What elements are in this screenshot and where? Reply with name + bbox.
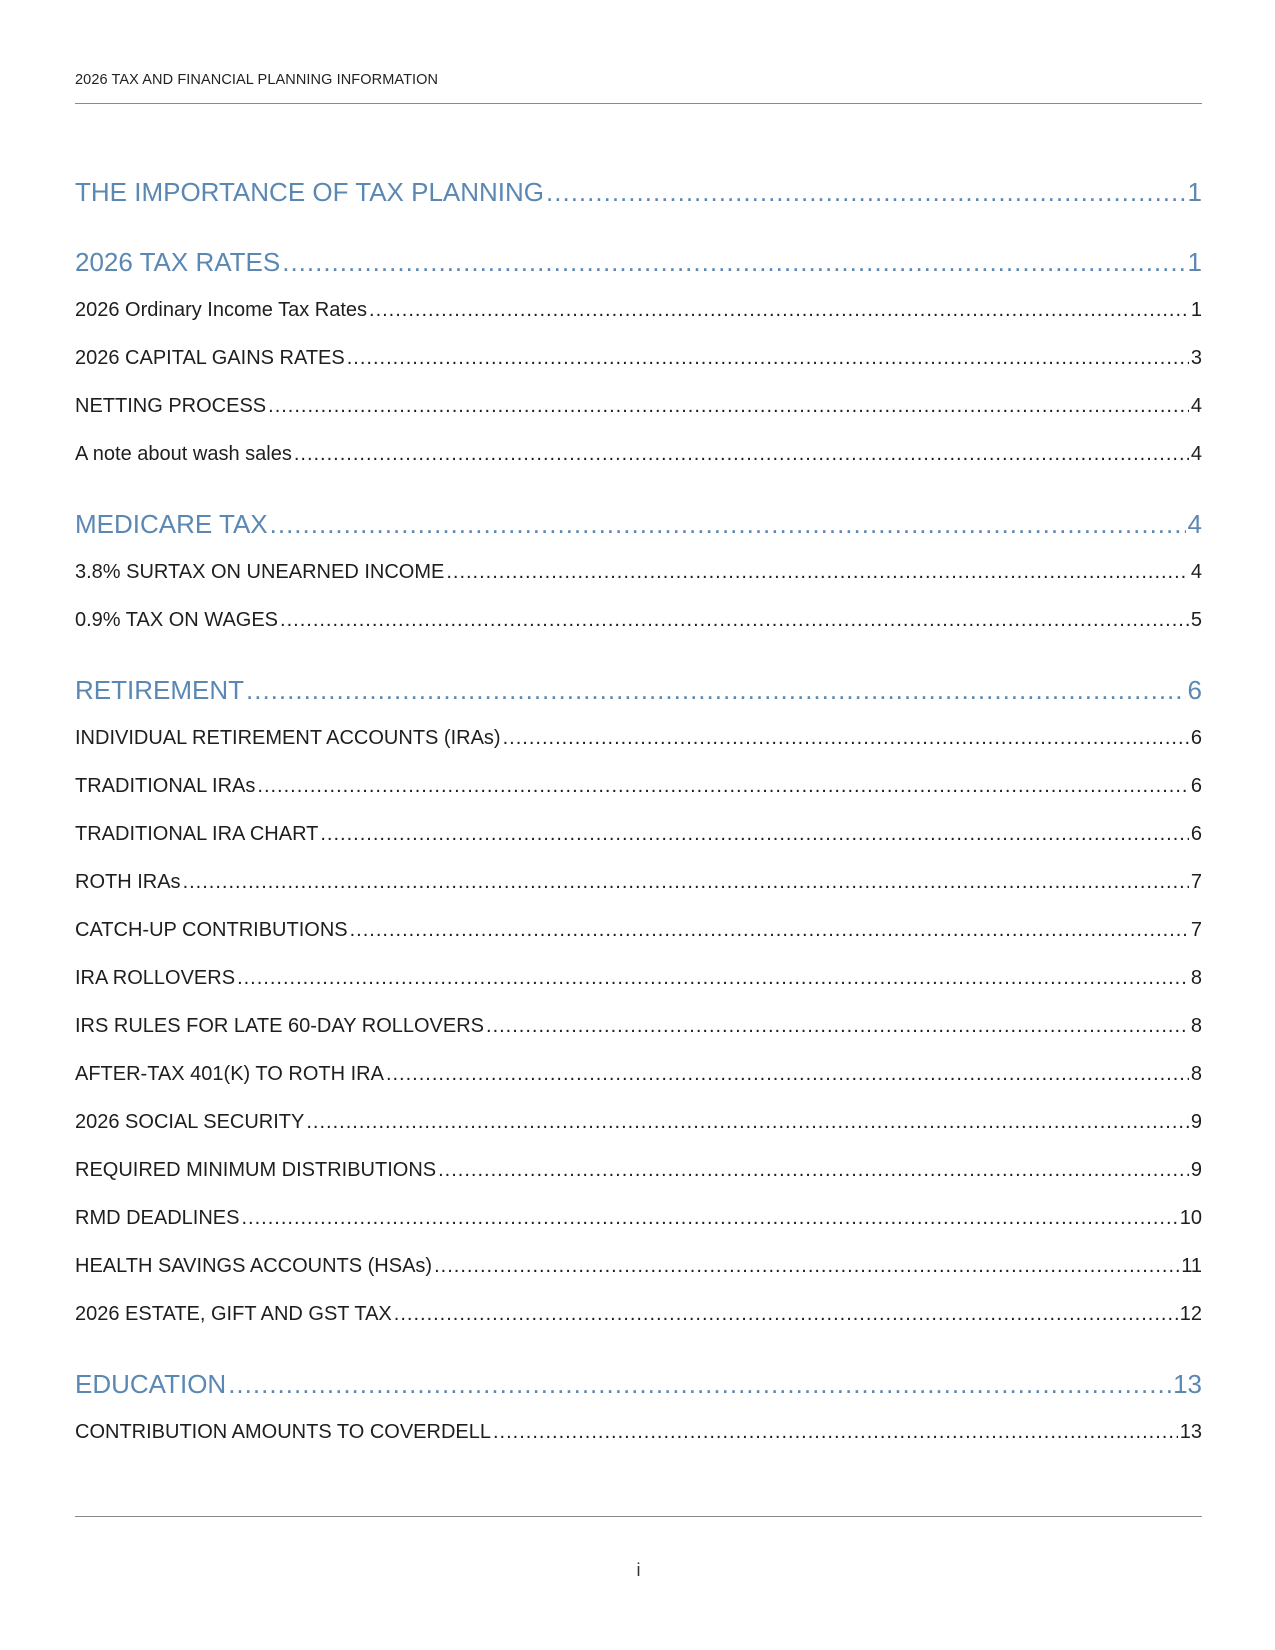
dot-leader [270, 500, 1186, 548]
toc-entry-title: CATCH-UP CONTRIBUTIONS [75, 919, 348, 941]
dot-leader [369, 286, 1189, 334]
document-page [75, 0, 1202, 1650]
toc-entry-title: 2026 CAPITAL GAINS RATES [75, 347, 345, 369]
dot-leader [394, 1290, 1178, 1338]
toc-subentry[interactable] [75, 858, 1202, 906]
toc-subentry[interactable] [75, 548, 1202, 596]
footer-divider [75, 1516, 1202, 1517]
toc-entry-title: AFTER-TAX 401(K) TO ROTH IRA [75, 1063, 384, 1085]
toc-entry-title: 0.9% TAX ON WAGES [75, 609, 279, 631]
toc-entry-title: RMD DEADLINES [75, 1207, 240, 1229]
toc-entry-title: INDIVIDUAL RETIREMENT ACCOUNTS (IRAs) [75, 727, 501, 749]
dot-leader [241, 1194, 1177, 1242]
toc-subentry[interactable] [75, 286, 1202, 334]
toc-entry-title: 2026 ESTATE, GIFT AND GST TAX [75, 1303, 392, 1325]
dot-leader [493, 1408, 1178, 1456]
table-of-contents [75, 168, 1202, 1478]
toc-entry-title: HEALTH SAVINGS ACCOUNTS (HSAs) [75, 1255, 433, 1277]
dot-leader [268, 382, 1189, 430]
dot-leader [446, 548, 1189, 596]
toc-subentry[interactable] [75, 1290, 1202, 1338]
toc-entry-page: 7 [1190, 919, 1202, 941]
toc-subentry[interactable] [75, 1098, 1202, 1146]
toc-entry-page: 4 [1190, 395, 1202, 417]
toc-subentry[interactable] [75, 954, 1202, 1002]
toc-heading[interactable] [75, 168, 1202, 216]
toc-subentry[interactable] [75, 596, 1202, 644]
toc-subentry[interactable] [75, 1146, 1202, 1194]
toc-entry-page: 11 [1181, 1255, 1202, 1277]
toc-entry-page: 8 [1190, 1015, 1202, 1037]
toc-entry-title: REQUIRED MINIMUM DISTRIBUTIONS [75, 1159, 437, 1181]
dot-leader [438, 1146, 1189, 1194]
toc-section [75, 1360, 1202, 1456]
toc-entry-title: IRS RULES FOR LATE 60-DAY ROLLOVERS [75, 1015, 485, 1037]
toc-heading[interactable] [75, 238, 1202, 286]
dot-leader [320, 810, 1189, 858]
toc-entry-page: 1 [1187, 177, 1202, 207]
page-number: i [636, 1560, 641, 1580]
toc-entry-title: RETIREMENT [75, 675, 244, 705]
dot-leader [237, 954, 1189, 1002]
toc-subentry[interactable] [75, 382, 1202, 430]
toc-entry-page: 8 [1190, 967, 1202, 989]
dot-leader [282, 238, 1185, 286]
toc-entry-title: ROTH IRAs [75, 871, 181, 893]
toc-entry-title: 3.8% SURTAX ON UNEARNED INCOME [75, 561, 445, 583]
toc-heading[interactable] [75, 1360, 1202, 1408]
toc-heading[interactable] [75, 500, 1202, 548]
toc-entry-page: 4 [1190, 561, 1202, 583]
toc-entry-page: 1 [1187, 247, 1202, 277]
toc-subentry[interactable] [75, 1242, 1202, 1290]
header-divider [75, 103, 1202, 104]
toc-entry-page: 12 [1179, 1303, 1202, 1325]
toc-subentry[interactable] [75, 762, 1202, 810]
toc-section [75, 500, 1202, 644]
toc-entry-title: A note about wash sales [75, 443, 292, 465]
toc-heading[interactable] [75, 666, 1202, 714]
toc-section [75, 666, 1202, 1338]
running-header: 2026 TAX AND FINANCIAL PLANNING INFORMATION [75, 72, 439, 88]
toc-subentry[interactable] [75, 334, 1202, 382]
toc-section [75, 168, 1202, 216]
toc-entry-page: 13 [1173, 1369, 1202, 1399]
dot-leader [228, 1360, 1171, 1408]
toc-subentry[interactable] [75, 1002, 1202, 1050]
toc-subentry[interactable] [75, 1408, 1202, 1456]
toc-entry-page: 1 [1190, 299, 1202, 321]
toc-entry-page: 4 [1190, 443, 1202, 465]
toc-entry-page: 8 [1190, 1063, 1202, 1085]
toc-entry-title: NETTING PROCESS [75, 395, 267, 417]
dot-leader [347, 334, 1189, 382]
dot-leader [183, 858, 1189, 906]
toc-entry-page: 9 [1190, 1159, 1202, 1181]
toc-entry-title: CONTRIBUTION AMOUNTS TO COVERDELL [75, 1421, 491, 1443]
toc-entry-page: 6 [1190, 823, 1202, 845]
toc-entry-page: 6 [1190, 775, 1202, 797]
toc-section [75, 238, 1202, 478]
toc-entry-page: 13 [1179, 1421, 1202, 1443]
toc-entry-page: 3 [1190, 347, 1202, 369]
toc-entry-page: 7 [1190, 871, 1202, 893]
toc-entry-title: 2026 Ordinary Income Tax Rates [75, 299, 368, 321]
dot-leader [306, 1098, 1189, 1146]
toc-entry-title: IRA ROLLOVERS [75, 967, 236, 989]
toc-entry-page: 10 [1179, 1207, 1202, 1229]
dot-leader [546, 168, 1186, 216]
dot-leader [294, 430, 1189, 478]
toc-subentry[interactable] [75, 810, 1202, 858]
dot-leader [503, 714, 1189, 762]
dot-leader [257, 762, 1188, 810]
toc-entry-title: TRADITIONAL IRA CHART [75, 823, 319, 845]
toc-entry-page: 5 [1190, 609, 1202, 631]
toc-entry-title: THE IMPORTANCE OF TAX PLANNING [75, 177, 545, 207]
dot-leader [386, 1050, 1189, 1098]
toc-subentry[interactable] [75, 430, 1202, 478]
toc-subentry[interactable] [75, 1050, 1202, 1098]
toc-entry-page: 4 [1187, 509, 1202, 539]
toc-entry-page: 6 [1190, 727, 1202, 749]
toc-entry-title: EDUCATION [75, 1369, 227, 1399]
dot-leader [350, 906, 1189, 954]
toc-entry-page: 9 [1190, 1111, 1202, 1133]
dot-leader [486, 1002, 1189, 1050]
toc-entry-title: TRADITIONAL IRAs [75, 775, 256, 797]
toc-subentry[interactable] [75, 906, 1202, 954]
toc-entry-title: 2026 TAX RATES [75, 247, 281, 277]
toc-subentry[interactable] [75, 714, 1202, 762]
toc-entry-title: MEDICARE TAX [75, 509, 268, 539]
toc-subentry[interactable] [75, 1194, 1202, 1242]
dot-leader [246, 666, 1186, 714]
toc-entry-page: 6 [1187, 675, 1202, 705]
dot-leader [280, 596, 1189, 644]
dot-leader [434, 1242, 1179, 1290]
toc-entry-title: 2026 SOCIAL SECURITY [75, 1111, 305, 1133]
